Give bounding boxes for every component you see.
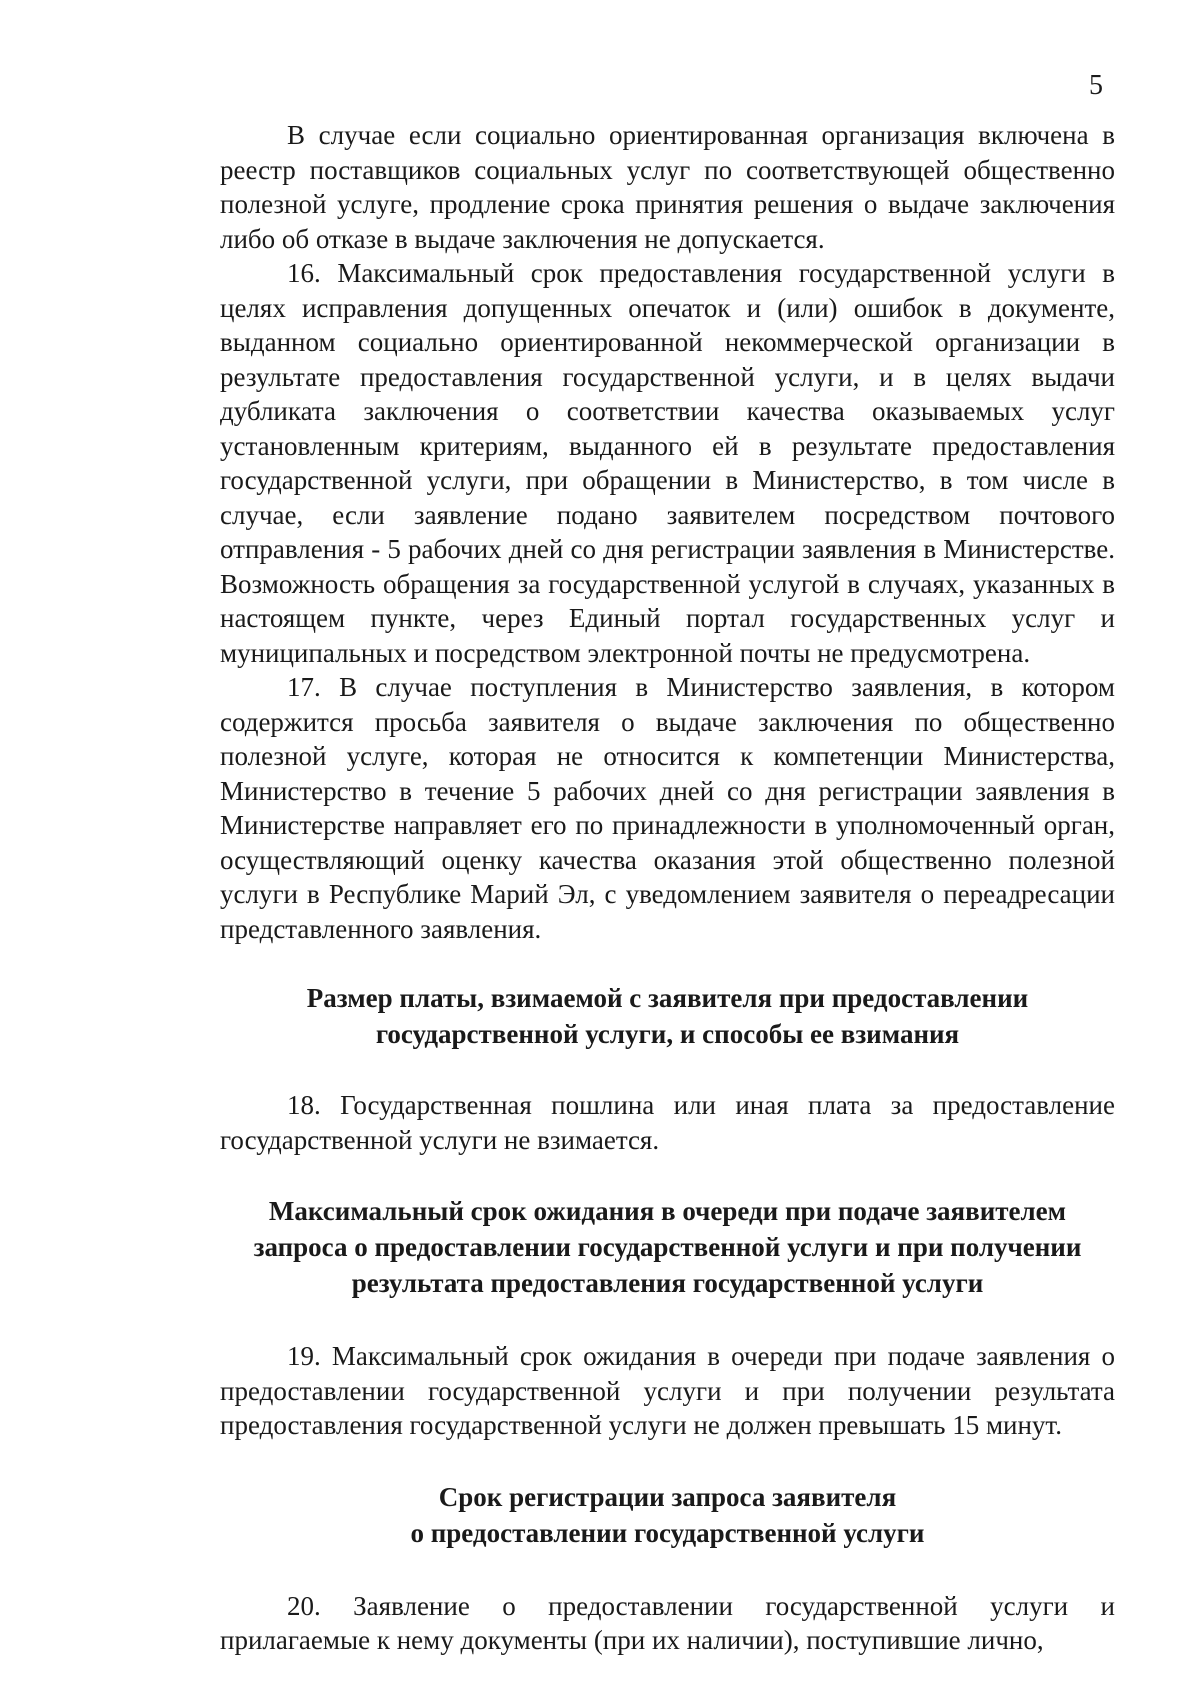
paragraph-17: 17. В случае поступления в Министерство заявления, в котором содержится просьба заявителя о выдаче заключения по общественно полезной услуге, которая не относится к компетенции Министерства, Министерство в течение 5 рабочих дней со дня регистрации заявления в Министерстве направляет его по принадлежности в уполномоченный орган, осуществляющий оценку качества оказания этой общественно полезной услуги в Республике Марий Эл, с уведомлением заявителя о переадресации представленного заявления. [220, 672, 1115, 944]
paragraph-16: 16. Максимальный срок предоставления государственной услуги в целях исправления допущенных опечаток и (или) ошибок в документе, выданном социально ориентированной некоммерческой организации в результате предоставления государственной услуги, и в целях выдачи дубликата заключения о соответствии качества оказываемых услуг установленным критериям, выданного ей в результате предоставления государственной услуги, при обращении в Министерство, в том числе в случае, если заявление подано заявителем посредством почтового отправления - 5 рабочих дней со дня регистрации заявления в Министерстве. Возможность обращения за государственной услугой в случаях, указанных в настоящем пункте, через Единый портал государственных услуг и муниципальных и посредством электронной почты не предусмотрена. [220, 258, 1115, 668]
paragraph-19: 19. Максимальный срок ожидания в очереди при подаче заявления о предоставлении государственной услуги и при получении результата предоставления государственной услуги не должен превышать 15 минут. [220, 1341, 1115, 1440]
heading-queue [220, 1193, 1115, 1301]
paragraph-15-continuation: В случае если социально ориентированная организация включена в реестр поставщиков социальных услуг по соответствующей общественно полезной услуге, продление срока принятия решения о выдаче заключения либо об отказе в выдаче заключения не допускается. [220, 120, 1115, 254]
page-number: 5 [1089, 70, 1103, 101]
heading-fee [220, 980, 1115, 1052]
document-body [220, 118, 1115, 1658]
heading-fee-line-2: государственной услуги, и способы ее взимания [375, 1019, 960, 1049]
heading-registration [220, 1479, 1115, 1551]
heading-registration-line-2: о предоставлении государственной услуги [410, 1517, 925, 1548]
paragraph-18: 18. Государственная пошлина или иная плата за предоставление государственной услуги не взимается. [220, 1090, 1115, 1155]
heading-queue-line-3: результата предоставления государственной услуги [351, 1268, 984, 1298]
paragraph-20: 20. Заявление о предоставлении государственной услуги и прилагаемые к нему документы (при их наличии), поступившие лично, [220, 1590, 1115, 1655]
heading-fee-line-1: Размер платы, взимаемой с заявителя при предоставлении [306, 983, 1029, 1013]
heading-queue-line-1: Максимальный срок ожидания в очереди при подаче заявителем [268, 1196, 1067, 1226]
heading-queue-line-2: запроса о предоставлении государственной услуги и при получении [253, 1232, 1082, 1262]
heading-registration-line-1: Срок регистрации запроса заявителя [438, 1481, 897, 1512]
